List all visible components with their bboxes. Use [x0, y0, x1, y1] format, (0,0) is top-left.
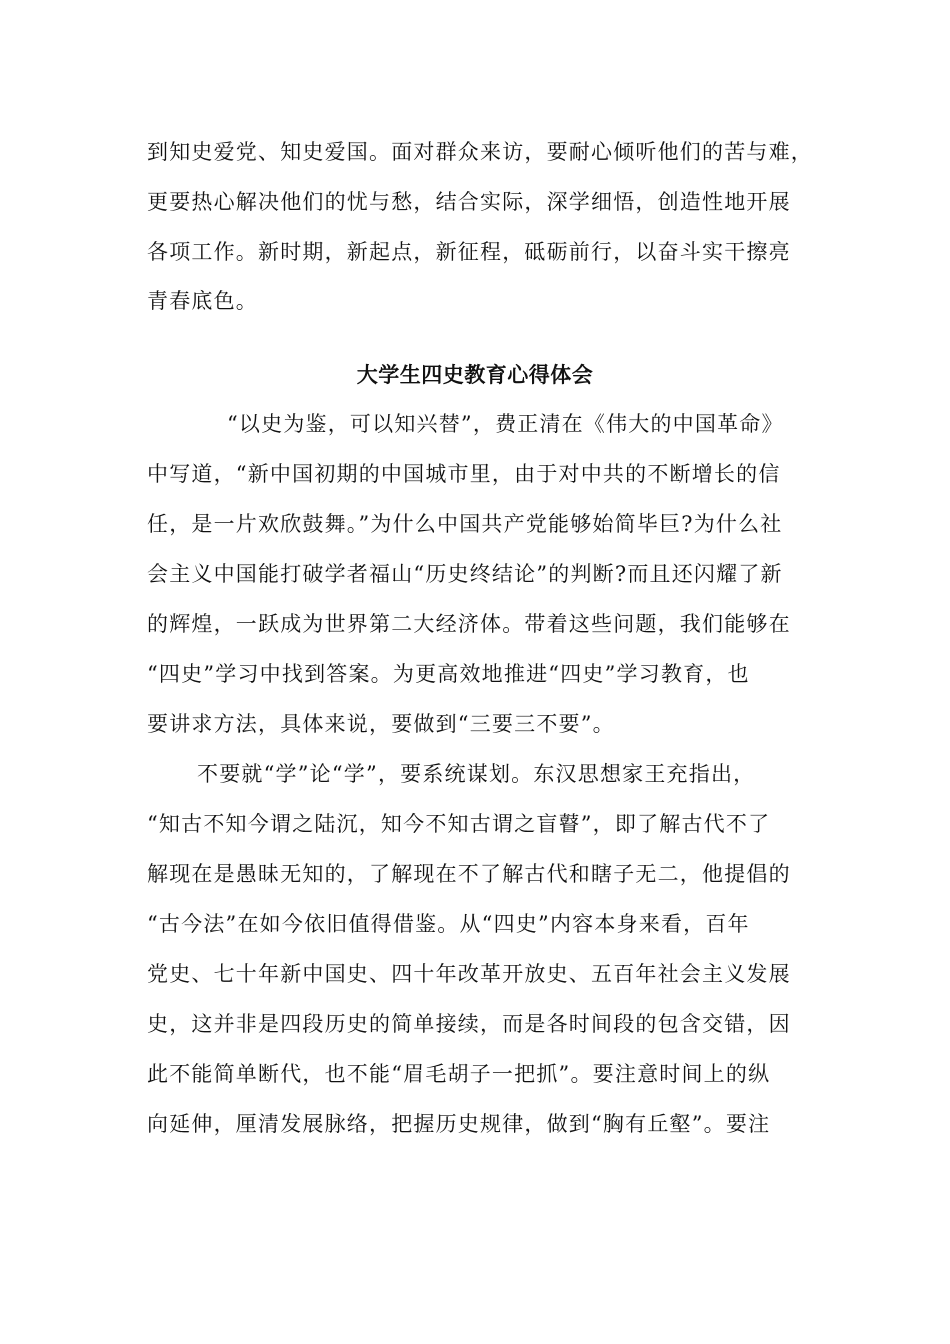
- text-line: “四史”学习中找到答案。为更高效地推进“四史”学习教育，也: [147, 662, 750, 686]
- text-line: 解现在是愚昧无知的，了解现在不了解古代和瞎子无二，他提倡的: [147, 862, 791, 886]
- text-line: 向延伸，厘清发展脉络，把握历史规律，做到“胸有丘壑”。要注: [147, 1112, 771, 1136]
- text-line: 会主义中国能打破学者福山“历史终结论”的判断?而且还闪耀了新: [147, 562, 783, 586]
- text-line: 到知史爱党、知史爱国。面对群众来访，要耐心倾听他们的苦与难，: [147, 140, 813, 164]
- text-line: 党史、七十年新中国史、四十年改革开放史、五百年社会主义发展: [147, 962, 791, 986]
- text-line: “古今法”在如今依旧值得借鉴。从“四史”内容本身来看，百年: [147, 912, 750, 936]
- text-line: 不要就“学”论“学”，要系统谋划。东汉思想家王充指出，: [197, 762, 756, 786]
- text-line: 要讲求方法，具体来说，要做到“三要三不要”。: [147, 712, 615, 736]
- text-line: “知古不知今谓之陆沉，知今不知古谓之盲瞽”，即了解古代不了: [147, 812, 771, 836]
- text-line: 中写道，“新中国初期的中国城市里，由于对中共的不断增长的信: [147, 462, 781, 486]
- text-line: 史，这并非是四段历史的简单接续，而是各时间段的包含交错，因: [147, 1012, 791, 1036]
- text-line: 任，是一片欢欣鼓舞。”为什么中国共产党能够始简毕巨?为什么社: [147, 512, 783, 536]
- document-title: 大学生四史教育心得体会: [356, 363, 594, 387]
- text-line: 此不能简单断代，也不能“眉毛胡子一把抓”。要注意时间上的纵: [147, 1062, 771, 1086]
- text-line: 青春底色。: [147, 289, 258, 313]
- text-line: 更要热心解决他们的忧与愁，结合实际，深学细悟，创造性地开展: [147, 190, 791, 214]
- text-line: “以史为鉴，可以知兴替”，费正清在《伟大的中国革命》: [227, 412, 784, 436]
- text-line: 的辉煌，一跃成为世界第二大经济体。带着这些问题，我们能够在: [147, 612, 791, 636]
- text-line: 各项工作。新时期，新起点，新征程，砥砺前行，以奋斗实干擦亮: [147, 240, 791, 264]
